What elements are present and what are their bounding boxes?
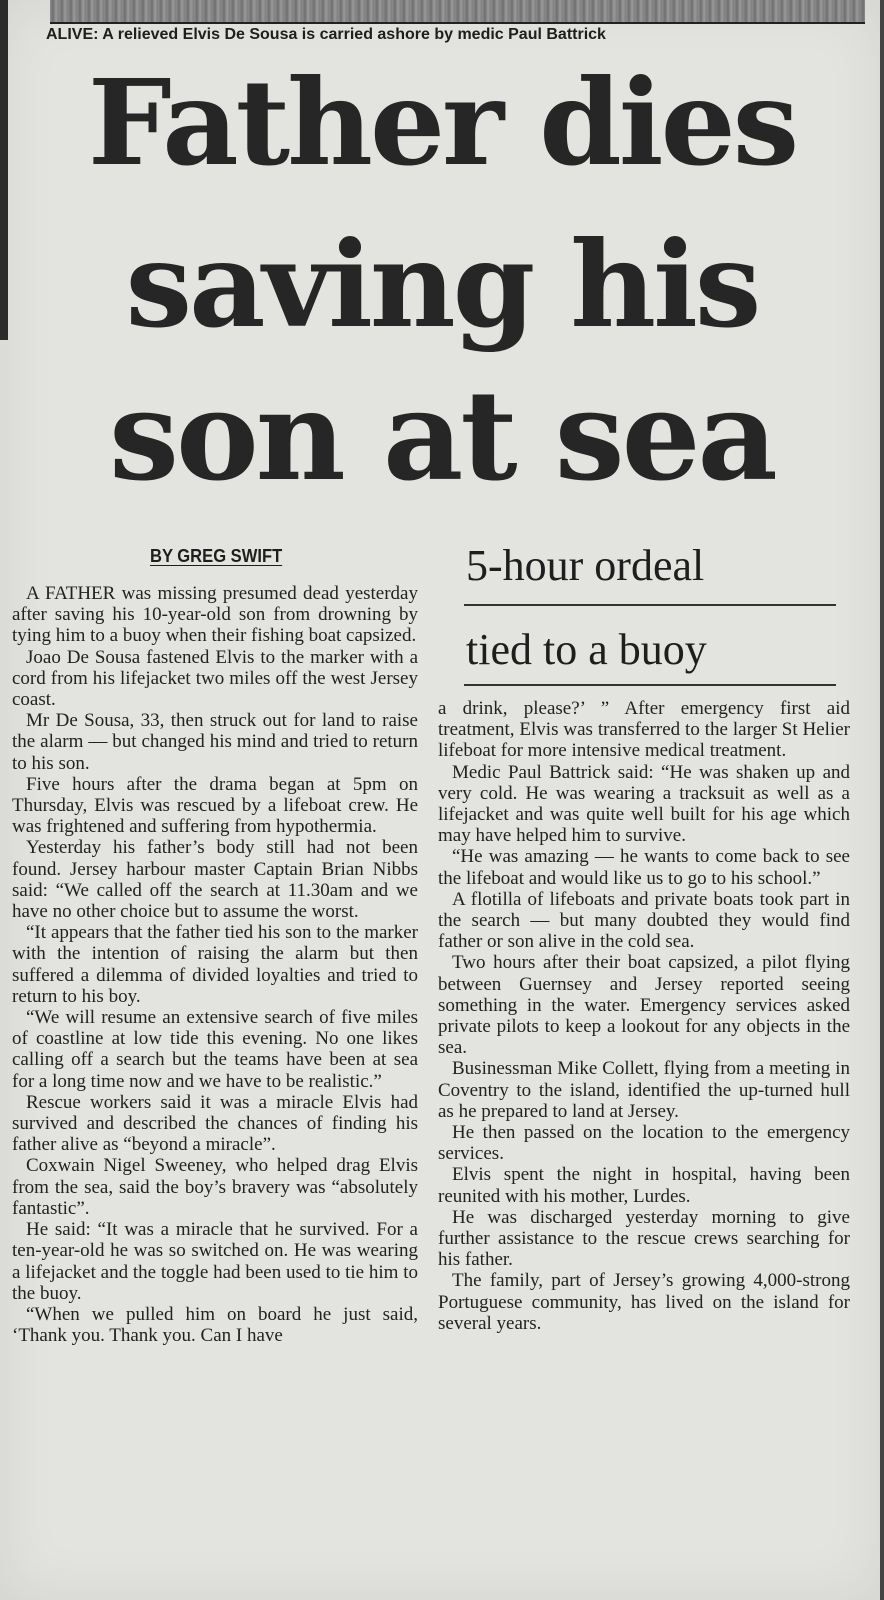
photo-caption [46, 26, 606, 44]
paragraph: “It appears that the father tied his son to the marker with the intention of raising the alarm but then suffered a dilemma of divided loyalties and tried to return to his boy. [12, 922, 418, 1007]
caption-label: ALIVE: [46, 26, 99, 43]
paragraph: A FATHER was missing presumed dead yesterday after saving his 10-year-old son from drowning by tying him to a buoy when their fishing boat capsized. [12, 583, 418, 647]
photo-bottom-edge [50, 0, 865, 24]
paragraph: He then passed on the location to the emergency services. [438, 1122, 850, 1165]
caption-text: A relieved Elvis De Sousa is carried ashore by medic Paul Battrick [98, 26, 606, 43]
paragraph: Joao De Sousa fastened Elvis to the marker with a cord from his lifejacket two miles off the west Jersey coast. [12, 646, 418, 711]
paragraph: The family, part of Jersey’s growing 4,000-strong Portuguese community, has lived on the island for several years. [438, 1270, 850, 1334]
subheading-line-1: 5-hour ordeal [466, 541, 705, 590]
paragraph: a drink, please?’ ” After emergency first aid treatment, Elvis was transferred to the larger St Helier lifeboat for more intensive medical treatment. [438, 698, 850, 762]
paragraph: A flotilla of lifeboats and private boats took part in the search — but many doubted they would find father or son alive in the cold sea. [438, 888, 850, 953]
article-column-right [438, 698, 850, 1334]
paragraph: Coxwain Nigel Sweeney, who helped drag Elvis from the sea, said the boy’s bravery was “absolutely fantastic”. [12, 1155, 418, 1219]
headline-line-2: saving his [125, 215, 759, 354]
subheading-divider-top [464, 604, 836, 606]
subheading-line-2: tied to a buoy [466, 625, 707, 674]
paragraph: Two hours after their boat capsized, a pilot flying between Guernsey and Jersey reported seeing something in the water. Emergency services asked private pilots to keep a lookout for any objects in the sea. [438, 952, 850, 1059]
paragraph: He said: “It was a miracle that he survived. For a ten-year-old he was so switched on. He was wearing a lifejacket and the toggle had been used to tie him to the buoy. [12, 1219, 418, 1304]
subheading-divider-bottom [464, 684, 836, 686]
paragraph: Yesterday his father’s body still had not been found. Jersey harbour master Captain Brian Nibbs said: “We called off the search at 11.30am and we have no other choice but to assume the worst. [12, 837, 418, 923]
page-edge [880, 0, 884, 1600]
paragraph: Mr De Sousa, 33, then struck out for land to raise the alarm — but changed his mind and tried to return to his son. [12, 710, 418, 774]
paragraph: Medic Paul Battrick said: “He was shaken up and very cold. He was wearing a tracksuit as well as a lifejacket and was quite well built for his age which may have helped him to survive. [438, 761, 850, 847]
adjacent-photo-edge [0, 0, 8, 340]
paragraph: “When we pulled him on board he just said, ‘Thank you. Thank you. Can I have [12, 1303, 418, 1347]
article-column-left [12, 583, 418, 1346]
paragraph: Five hours after the drama began at 5pm on Thursday, Elvis was rescued by a lifeboat crew. He was frightened and suffering from hypothermia. [12, 773, 418, 838]
byline: BY GREG SWIFT [150, 546, 283, 566]
paragraph: Rescue workers said it was a miracle Elvis had survived and described the chances of finding his father alive as “beyond a miracle”. [12, 1091, 418, 1156]
paragraph: “He was amazing — he wants to come back to see the lifeboat and would like us to go to his school.” [438, 846, 850, 889]
paragraph: Businessman Mike Collett, flying from a meeting in Coventry to the island, identified the up-turned hull as he prepared to land at Jersey. [438, 1058, 850, 1122]
headline-line-1: Father dies [87, 53, 797, 192]
paragraph: He was discharged yesterday morning to give further assistance to the rescue crews searching for his father. [438, 1206, 850, 1271]
paragraph: “We will resume an extensive search of five miles of coastline at low tide this evening. No one likes calling off a search but the teams have been at sea for a long time now and we have to be realistic.” [12, 1007, 418, 1092]
paragraph: Elvis spent the night in hospital, having been reunited with his mother, Lurdes. [438, 1164, 850, 1207]
headline-line-3: son at sea [109, 364, 775, 509]
